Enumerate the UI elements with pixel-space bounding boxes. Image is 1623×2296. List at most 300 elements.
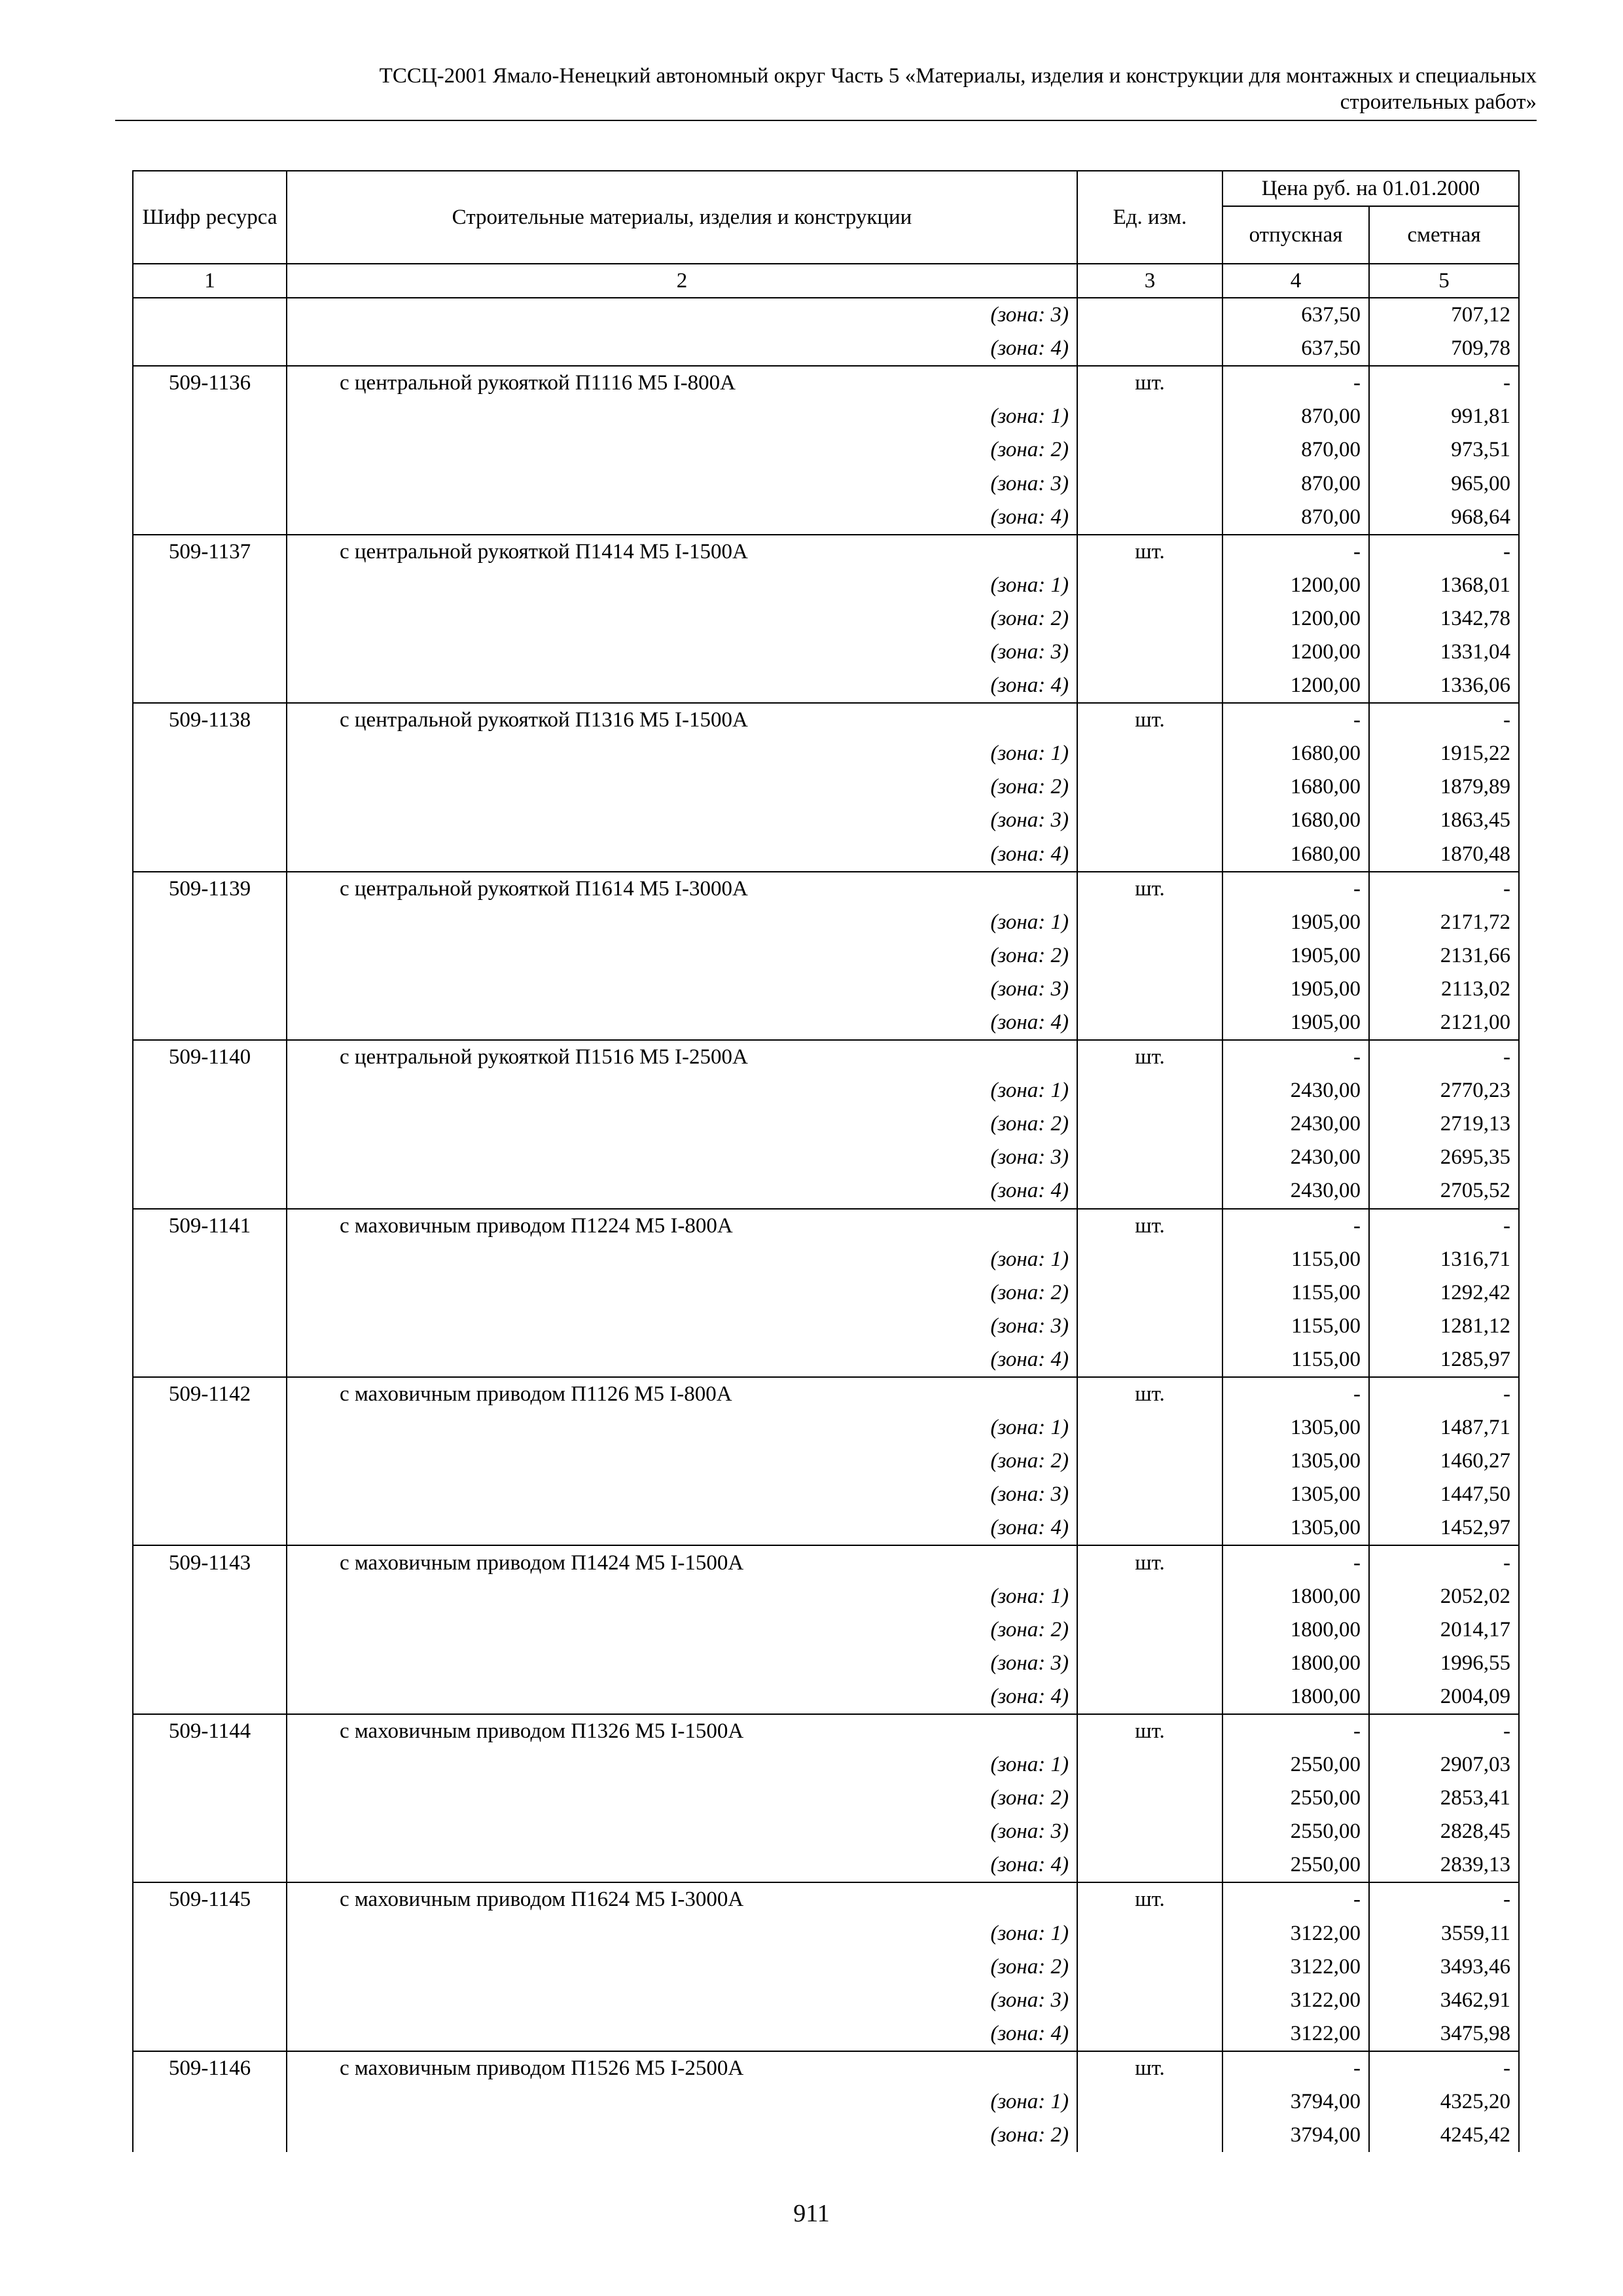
resource-code bbox=[133, 1006, 287, 1040]
unit-of-measure bbox=[1077, 737, 1222, 770]
unit-of-measure bbox=[1077, 332, 1222, 366]
release-price: 2550,00 bbox=[1222, 1848, 1369, 1882]
zone-label: (зона: 1) bbox=[287, 1411, 1077, 1444]
unit-of-measure: шт. bbox=[1077, 703, 1222, 737]
zone-row bbox=[133, 467, 1519, 500]
resource-code bbox=[133, 1748, 287, 1782]
resource-name: с центральной рукояткой П1516 М5 I-2500А bbox=[287, 1040, 1077, 1074]
release-price: 1155,00 bbox=[1222, 1343, 1369, 1377]
zone-row bbox=[133, 1343, 1519, 1377]
estimate-price: 2004,09 bbox=[1369, 1680, 1519, 1714]
estimate-price: 3559,11 bbox=[1369, 1917, 1519, 1950]
unit-of-measure bbox=[1077, 1815, 1222, 1848]
zone-label: (зона: 2) bbox=[287, 1107, 1077, 1141]
resource-name: с центральной рукояткой П1414 М5 I-1500А bbox=[287, 535, 1077, 569]
estimate-price: 1460,27 bbox=[1369, 1444, 1519, 1478]
zone-row bbox=[133, 804, 1519, 837]
zone-row bbox=[133, 1748, 1519, 1782]
zone-row bbox=[133, 332, 1519, 366]
unit-of-measure bbox=[1077, 1141, 1222, 1174]
resource-code bbox=[133, 1243, 287, 1276]
zone-row bbox=[133, 838, 1519, 872]
release-price: 2550,00 bbox=[1222, 1815, 1369, 1848]
resource-name: с маховичным приводом П1326 М5 I-1500А bbox=[287, 1714, 1077, 1748]
zone-label: (зона: 2) bbox=[287, 1613, 1077, 1647]
unit-of-measure: шт. bbox=[1077, 1882, 1222, 1916]
zone-label: (зона: 3) bbox=[287, 1984, 1077, 2017]
release-price: 1155,00 bbox=[1222, 1276, 1369, 1310]
zone-row bbox=[133, 1243, 1519, 1276]
estimate-price: 4245,42 bbox=[1369, 2119, 1519, 2152]
resource-row bbox=[133, 2051, 1519, 2085]
zone-label: (зона: 1) bbox=[287, 2085, 1077, 2119]
zone-row bbox=[133, 1444, 1519, 1478]
estimate-price: 1863,45 bbox=[1369, 804, 1519, 837]
zone-label: (зона: 1) bbox=[287, 1917, 1077, 1950]
unit-of-measure: шт. bbox=[1077, 1209, 1222, 1243]
release-price: 637,50 bbox=[1222, 298, 1369, 332]
resource-code bbox=[133, 1343, 287, 1377]
estimate-price: - bbox=[1369, 1882, 1519, 1916]
estimate-price: 1285,97 bbox=[1369, 1343, 1519, 1377]
resource-row bbox=[133, 1209, 1519, 1243]
zone-label: (зона: 3) bbox=[287, 804, 1077, 837]
resource-code: 509-1141 bbox=[133, 1209, 287, 1243]
release-price: 3794,00 bbox=[1222, 2119, 1369, 2152]
estimate-price: - bbox=[1369, 1377, 1519, 1411]
unit-of-measure bbox=[1077, 1647, 1222, 1680]
unit-of-measure bbox=[1077, 501, 1222, 535]
zone-row bbox=[133, 1917, 1519, 1950]
unit-of-measure bbox=[1077, 1107, 1222, 1141]
estimate-price: 968,64 bbox=[1369, 501, 1519, 535]
resource-name: с маховичным приводом П1526 М5 I-2500А bbox=[287, 2051, 1077, 2085]
zone-row bbox=[133, 1141, 1519, 1174]
unit-of-measure: шт. bbox=[1077, 1545, 1222, 1579]
resource-code bbox=[133, 1917, 287, 1950]
resource-code: 509-1142 bbox=[133, 1377, 287, 1411]
header-unit: Ед. изм. bbox=[1077, 171, 1222, 264]
zone-row bbox=[133, 1848, 1519, 1882]
unit-of-measure bbox=[1077, 1917, 1222, 1950]
release-price: 1680,00 bbox=[1222, 770, 1369, 804]
zone-row bbox=[133, 1511, 1519, 1545]
zone-label: (зона: 1) bbox=[287, 1074, 1077, 1107]
resource-code: 509-1138 bbox=[133, 703, 287, 737]
unit-of-measure bbox=[1077, 636, 1222, 669]
resource-row bbox=[133, 703, 1519, 737]
resource-code bbox=[133, 1444, 287, 1478]
zone-row bbox=[133, 973, 1519, 1006]
zone-label: (зона: 1) bbox=[287, 737, 1077, 770]
estimate-price: 1879,89 bbox=[1369, 770, 1519, 804]
zone-row bbox=[133, 1647, 1519, 1680]
zone-label: (зона: 3) bbox=[287, 467, 1077, 500]
page-number: 911 bbox=[793, 2200, 830, 2227]
zone-label: (зона: 1) bbox=[287, 906, 1077, 939]
estimate-price: - bbox=[1369, 1545, 1519, 1579]
zone-row bbox=[133, 636, 1519, 669]
zone-label: (зона: 4) bbox=[287, 2017, 1077, 2051]
release-price: 1155,00 bbox=[1222, 1243, 1369, 1276]
release-price: 870,00 bbox=[1222, 400, 1369, 433]
release-price: 1905,00 bbox=[1222, 1006, 1369, 1040]
unit-of-measure bbox=[1077, 400, 1222, 433]
zone-label: (зона: 4) bbox=[287, 1511, 1077, 1545]
zone-label: (зона: 1) bbox=[287, 569, 1077, 602]
estimate-price: 3462,91 bbox=[1369, 1984, 1519, 2017]
estimate-price: - bbox=[1369, 1040, 1519, 1074]
estimate-price: 1331,04 bbox=[1369, 636, 1519, 669]
release-price: 1305,00 bbox=[1222, 1511, 1369, 1545]
release-price: - bbox=[1222, 535, 1369, 569]
zone-label: (зона: 4) bbox=[287, 501, 1077, 535]
unit-of-measure bbox=[1077, 2085, 1222, 2119]
unit-of-measure bbox=[1077, 838, 1222, 872]
estimate-price: 2121,00 bbox=[1369, 1006, 1519, 1040]
estimate-price: 2014,17 bbox=[1369, 1613, 1519, 1647]
resource-code bbox=[133, 1580, 287, 1613]
estimate-price: 3475,98 bbox=[1369, 2017, 1519, 2051]
unit-of-measure bbox=[1077, 1411, 1222, 1444]
zone-label: (зона: 3) bbox=[287, 636, 1077, 669]
resource-code bbox=[133, 1680, 287, 1714]
resource-code: 509-1146 bbox=[133, 2051, 287, 2085]
zone-label: (зона: 4) bbox=[287, 1343, 1077, 1377]
resource-code: 509-1144 bbox=[133, 1714, 287, 1748]
price-table bbox=[132, 170, 1520, 2152]
zone-row bbox=[133, 1782, 1519, 1815]
unit-of-measure bbox=[1077, 1680, 1222, 1714]
unit-of-measure: шт. bbox=[1077, 1714, 1222, 1748]
estimate-price: 1870,48 bbox=[1369, 838, 1519, 872]
resource-name: с маховичным приводом П1126 М5 I-800А bbox=[287, 1377, 1077, 1411]
estimate-price: 2131,66 bbox=[1369, 939, 1519, 973]
zone-row bbox=[133, 1006, 1519, 1040]
resource-row bbox=[133, 1040, 1519, 1074]
unit-of-measure bbox=[1077, 1580, 1222, 1613]
zone-row bbox=[133, 1950, 1519, 1984]
resource-row bbox=[133, 1882, 1519, 1916]
release-price: 3122,00 bbox=[1222, 1950, 1369, 1984]
release-price: 870,00 bbox=[1222, 501, 1369, 535]
unit-of-measure bbox=[1077, 1006, 1222, 1040]
unit-of-measure bbox=[1077, 1444, 1222, 1478]
release-price: 1800,00 bbox=[1222, 1613, 1369, 1647]
estimate-price: - bbox=[1369, 703, 1519, 737]
unit-of-measure bbox=[1077, 973, 1222, 1006]
unit-of-measure bbox=[1077, 804, 1222, 837]
zone-row bbox=[133, 400, 1519, 433]
estimate-price: 973,51 bbox=[1369, 433, 1519, 467]
unit-of-measure: шт. bbox=[1077, 535, 1222, 569]
zone-row bbox=[133, 433, 1519, 467]
resource-code bbox=[133, 332, 287, 366]
estimate-price: 1368,01 bbox=[1369, 569, 1519, 602]
release-price: 2430,00 bbox=[1222, 1141, 1369, 1174]
zone-row bbox=[133, 1310, 1519, 1343]
zone-row bbox=[133, 669, 1519, 703]
release-price: 1905,00 bbox=[1222, 939, 1369, 973]
estimate-price: - bbox=[1369, 872, 1519, 906]
resource-row bbox=[133, 535, 1519, 569]
zone-label: (зона: 2) bbox=[287, 770, 1077, 804]
estimate-price: 965,00 bbox=[1369, 467, 1519, 500]
release-price: 1305,00 bbox=[1222, 1478, 1369, 1511]
header-divider bbox=[115, 120, 1537, 121]
estimate-price: 1336,06 bbox=[1369, 669, 1519, 703]
estimate-price: 1447,50 bbox=[1369, 1478, 1519, 1511]
resource-name: с маховичным приводом П1224 М5 I-800А bbox=[287, 1209, 1077, 1243]
release-price: - bbox=[1222, 872, 1369, 906]
resource-code bbox=[133, 1478, 287, 1511]
release-price: 1200,00 bbox=[1222, 669, 1369, 703]
unit-of-measure bbox=[1077, 669, 1222, 703]
estimate-price: 2705,52 bbox=[1369, 1174, 1519, 1208]
resource-code bbox=[133, 467, 287, 500]
resource-code bbox=[133, 838, 287, 872]
resource-code bbox=[133, 804, 287, 837]
unit-of-measure bbox=[1077, 1174, 1222, 1208]
unit-of-measure bbox=[1077, 1950, 1222, 1984]
zone-row bbox=[133, 770, 1519, 804]
zone-row bbox=[133, 1815, 1519, 1848]
unit-of-measure: шт. bbox=[1077, 366, 1222, 400]
zone-label: (зона: 4) bbox=[287, 1006, 1077, 1040]
release-price: - bbox=[1222, 366, 1369, 400]
release-price: 1905,00 bbox=[1222, 973, 1369, 1006]
resource-name: с центральной рукояткой П1116 М5 I-800А bbox=[287, 366, 1077, 400]
zone-row bbox=[133, 1984, 1519, 2017]
zone-row bbox=[133, 906, 1519, 939]
resource-code bbox=[133, 298, 287, 332]
zone-label: (зона: 4) bbox=[287, 838, 1077, 872]
zone-label: (зона: 3) bbox=[287, 1815, 1077, 1848]
zone-label: (зона: 3) bbox=[287, 1478, 1077, 1511]
zone-label: (зона: 4) bbox=[287, 1680, 1077, 1714]
resource-code bbox=[133, 1511, 287, 1545]
release-price: 1200,00 bbox=[1222, 636, 1369, 669]
resource-code bbox=[133, 770, 287, 804]
release-price: - bbox=[1222, 1040, 1369, 1074]
resource-code bbox=[133, 636, 287, 669]
zone-label: (зона: 4) bbox=[287, 1848, 1077, 1882]
estimate-price: 707,12 bbox=[1369, 298, 1519, 332]
zone-label: (зона: 3) bbox=[287, 973, 1077, 1006]
resource-code bbox=[133, 2085, 287, 2119]
resource-code bbox=[133, 1815, 287, 1848]
release-price: 870,00 bbox=[1222, 467, 1369, 500]
header-estimate-price: сметная bbox=[1369, 206, 1519, 264]
resource-code: 509-1137 bbox=[133, 535, 287, 569]
estimate-price: 3493,46 bbox=[1369, 1950, 1519, 1984]
resource-code: 509-1143 bbox=[133, 1545, 287, 1579]
release-price: - bbox=[1222, 2051, 1369, 2085]
resource-code: 509-1136 bbox=[133, 366, 287, 400]
unit-of-measure bbox=[1077, 770, 1222, 804]
estimate-price: 2770,23 bbox=[1369, 1074, 1519, 1107]
price-table-body bbox=[133, 298, 1519, 2152]
release-price: 1155,00 bbox=[1222, 1310, 1369, 1343]
zone-label: (зона: 2) bbox=[287, 433, 1077, 467]
unit-of-measure: шт. bbox=[1077, 2051, 1222, 2085]
unit-of-measure bbox=[1077, 1848, 1222, 1882]
unit-of-measure bbox=[1077, 906, 1222, 939]
column-number-1: 1 bbox=[133, 264, 287, 298]
header-line-2: строительных работ» bbox=[1340, 90, 1537, 114]
estimate-price: 2171,72 bbox=[1369, 906, 1519, 939]
release-price: 1200,00 bbox=[1222, 602, 1369, 636]
price-table-header bbox=[133, 171, 1519, 298]
zone-label: (зона: 3) bbox=[287, 298, 1077, 332]
zone-label: (зона: 1) bbox=[287, 1243, 1077, 1276]
zone-row bbox=[133, 1613, 1519, 1647]
release-price: 1680,00 bbox=[1222, 838, 1369, 872]
release-price: - bbox=[1222, 703, 1369, 737]
release-price: 1800,00 bbox=[1222, 1680, 1369, 1714]
unit-of-measure bbox=[1077, 467, 1222, 500]
zone-row bbox=[133, 1411, 1519, 1444]
resource-code bbox=[133, 1107, 287, 1141]
zone-label: (зона: 2) bbox=[287, 2119, 1077, 2152]
release-price: - bbox=[1222, 1377, 1369, 1411]
header-code: Шифр ресурса bbox=[133, 171, 287, 264]
release-price: 1305,00 bbox=[1222, 1411, 1369, 1444]
release-price: 637,50 bbox=[1222, 332, 1369, 366]
unit-of-measure: шт. bbox=[1077, 1377, 1222, 1411]
zone-label: (зона: 2) bbox=[287, 939, 1077, 973]
column-number-4: 4 bbox=[1222, 264, 1369, 298]
zone-label: (зона: 1) bbox=[287, 1580, 1077, 1613]
resource-code: 509-1140 bbox=[133, 1040, 287, 1074]
unit-of-measure bbox=[1077, 2017, 1222, 2051]
unit-of-measure bbox=[1077, 1613, 1222, 1647]
resource-code bbox=[133, 669, 287, 703]
resource-code bbox=[133, 501, 287, 535]
release-price: 3122,00 bbox=[1222, 2017, 1369, 2051]
column-number-2: 2 bbox=[287, 264, 1077, 298]
release-price: 1905,00 bbox=[1222, 906, 1369, 939]
column-number-5: 5 bbox=[1369, 264, 1519, 298]
resource-row bbox=[133, 1545, 1519, 1579]
resource-name: с центральной рукояткой П1316 М5 I-1500А bbox=[287, 703, 1077, 737]
unit-of-measure bbox=[1077, 1276, 1222, 1310]
release-price: - bbox=[1222, 1545, 1369, 1579]
zone-label: (зона: 2) bbox=[287, 1950, 1077, 1984]
estimate-price: 1292,42 bbox=[1369, 1276, 1519, 1310]
zone-label: (зона: 3) bbox=[287, 1647, 1077, 1680]
resource-code bbox=[133, 1276, 287, 1310]
unit-of-measure bbox=[1077, 1782, 1222, 1815]
resource-code bbox=[133, 1174, 287, 1208]
unit-of-measure bbox=[1077, 2119, 1222, 2152]
estimate-price: 1316,71 bbox=[1369, 1243, 1519, 1276]
estimate-price: 2695,35 bbox=[1369, 1141, 1519, 1174]
header-price: Цена руб. на 01.01.2000 bbox=[1222, 171, 1519, 206]
release-price: 3122,00 bbox=[1222, 1984, 1369, 2017]
resource-code bbox=[133, 973, 287, 1006]
release-price: 2430,00 bbox=[1222, 1074, 1369, 1107]
zone-row bbox=[133, 2119, 1519, 2152]
release-price: 1200,00 bbox=[1222, 569, 1369, 602]
release-price: - bbox=[1222, 1714, 1369, 1748]
resource-code bbox=[133, 1310, 287, 1343]
resource-code bbox=[133, 737, 287, 770]
resource-code: 509-1145 bbox=[133, 1882, 287, 1916]
estimate-price: 709,78 bbox=[1369, 332, 1519, 366]
zone-label: (зона: 2) bbox=[287, 1782, 1077, 1815]
zone-row bbox=[133, 2017, 1519, 2051]
release-price: 870,00 bbox=[1222, 433, 1369, 467]
resource-name: с центральной рукояткой П1614 М5 I-3000А bbox=[287, 872, 1077, 906]
estimate-price: 2839,13 bbox=[1369, 1848, 1519, 1882]
zone-label: (зона: 3) bbox=[287, 1310, 1077, 1343]
zone-row bbox=[133, 569, 1519, 602]
resource-code bbox=[133, 1984, 287, 2017]
resource-name: с маховичным приводом П1424 М5 I-1500А bbox=[287, 1545, 1077, 1579]
header-name: Строительные материалы, изделия и конструкции bbox=[287, 171, 1077, 264]
zone-label: (зона: 1) bbox=[287, 1748, 1077, 1782]
column-number-3: 3 bbox=[1077, 264, 1222, 298]
release-price: - bbox=[1222, 1882, 1369, 1916]
release-price: 1800,00 bbox=[1222, 1647, 1369, 1680]
zone-row bbox=[133, 1174, 1519, 1208]
release-price: 1305,00 bbox=[1222, 1444, 1369, 1478]
release-price: 3122,00 bbox=[1222, 1917, 1369, 1950]
resource-row bbox=[133, 1714, 1519, 1748]
release-price: 1680,00 bbox=[1222, 804, 1369, 837]
estimate-price: 2853,41 bbox=[1369, 1782, 1519, 1815]
resource-code bbox=[133, 1613, 287, 1647]
resource-code bbox=[133, 1074, 287, 1107]
unit-of-measure bbox=[1077, 1074, 1222, 1107]
unit-of-measure bbox=[1077, 1511, 1222, 1545]
zone-label: (зона: 2) bbox=[287, 1444, 1077, 1478]
resource-code bbox=[133, 433, 287, 467]
unit-of-measure: шт. bbox=[1077, 872, 1222, 906]
resource-code bbox=[133, 2119, 287, 2152]
resource-code bbox=[133, 602, 287, 636]
unit-of-measure bbox=[1077, 1243, 1222, 1276]
release-price: 2550,00 bbox=[1222, 1748, 1369, 1782]
unit-of-measure bbox=[1077, 1343, 1222, 1377]
estimate-price: - bbox=[1369, 535, 1519, 569]
resource-code bbox=[133, 906, 287, 939]
release-price: 1680,00 bbox=[1222, 737, 1369, 770]
zone-label: (зона: 1) bbox=[287, 400, 1077, 433]
unit-of-measure bbox=[1077, 298, 1222, 332]
resource-row bbox=[133, 366, 1519, 400]
resource-row bbox=[133, 1377, 1519, 1411]
unit-of-measure bbox=[1077, 569, 1222, 602]
resource-code bbox=[133, 569, 287, 602]
unit-of-measure bbox=[1077, 1310, 1222, 1343]
unit-of-measure bbox=[1077, 939, 1222, 973]
estimate-price: - bbox=[1369, 1209, 1519, 1243]
zone-label: (зона: 4) bbox=[287, 669, 1077, 703]
resource-row bbox=[133, 872, 1519, 906]
zone-row bbox=[133, 1478, 1519, 1511]
unit-of-measure bbox=[1077, 1984, 1222, 2017]
resource-code: 509-1139 bbox=[133, 872, 287, 906]
resource-code bbox=[133, 1950, 287, 1984]
estimate-price: 4325,20 bbox=[1369, 2085, 1519, 2119]
resource-name: с маховичным приводом П1624 М5 I-3000А bbox=[287, 1882, 1077, 1916]
release-price: 1800,00 bbox=[1222, 1580, 1369, 1613]
estimate-price: 2907,03 bbox=[1369, 1748, 1519, 1782]
estimate-price: 1915,22 bbox=[1369, 737, 1519, 770]
header-line-1: ТССЦ-2001 Ямало-Ненецкий автономный округ Часть 5 «Материалы, изделия и конструкции для монтажных и специальных bbox=[379, 64, 1537, 88]
